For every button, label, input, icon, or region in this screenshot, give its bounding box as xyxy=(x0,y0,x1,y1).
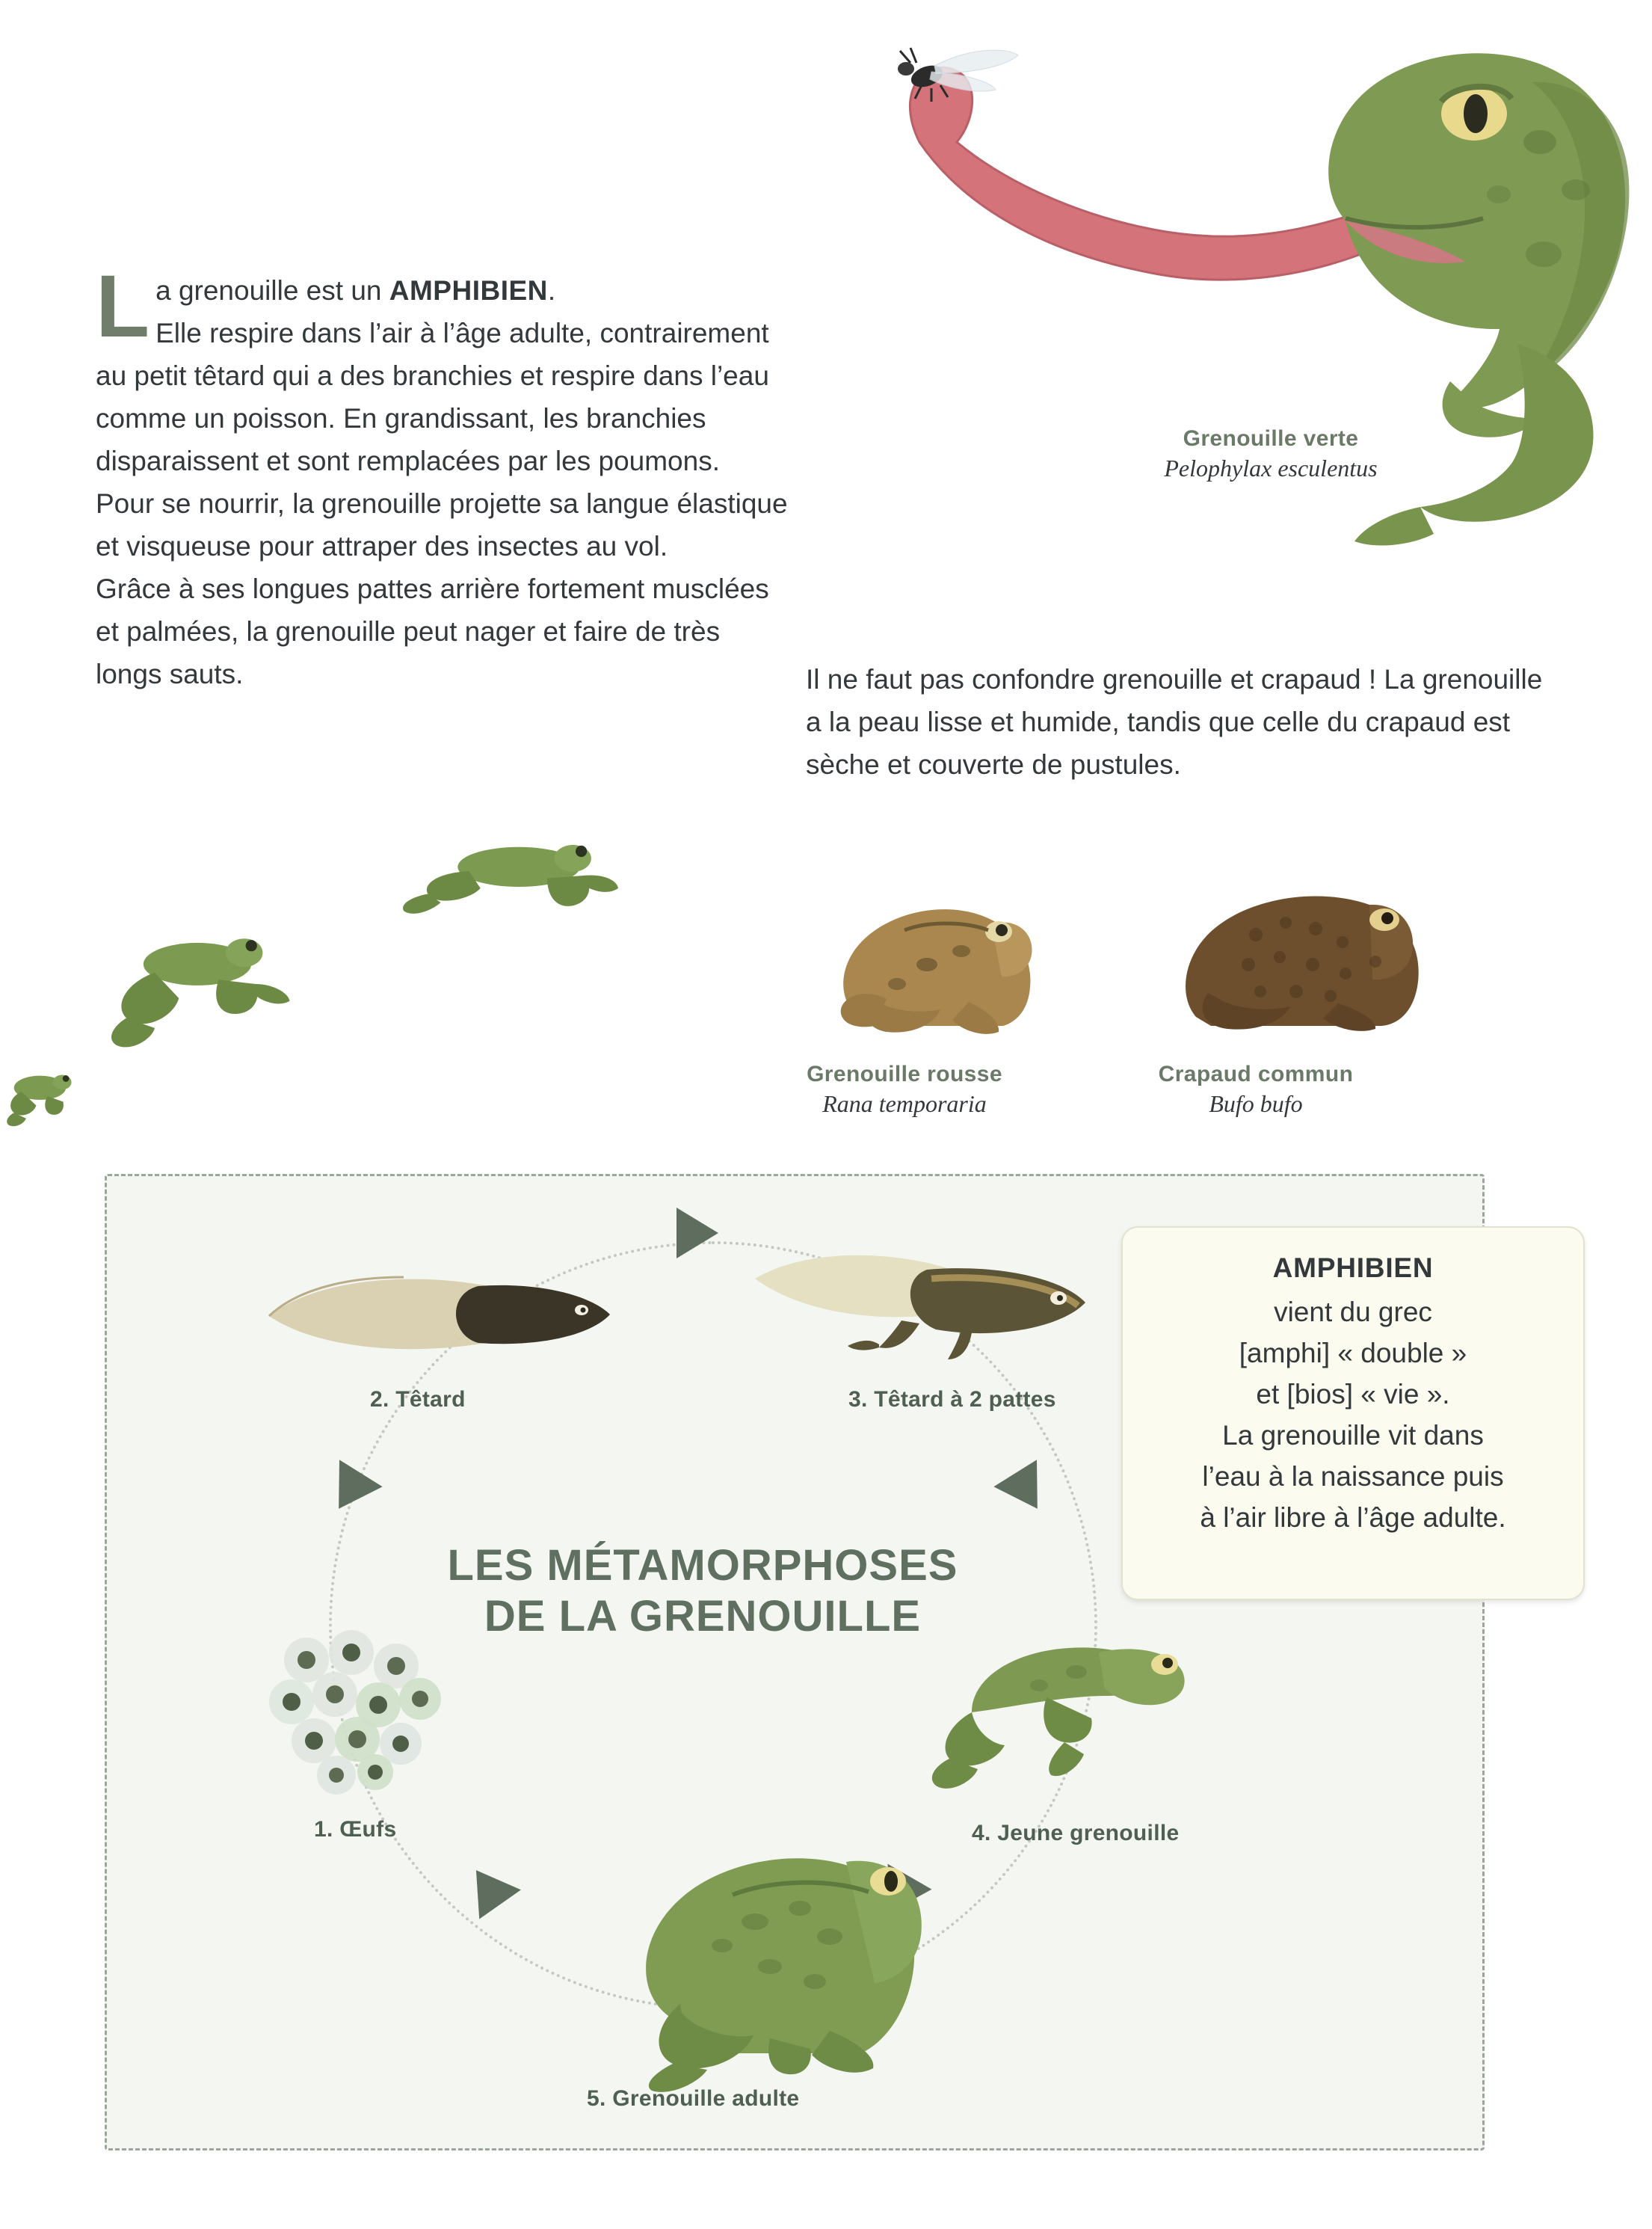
young-frog-illustration xyxy=(927,1608,1226,1810)
stage-label-tadpole: 2. Têtard xyxy=(370,1387,466,1412)
caption-name: Grenouille verte xyxy=(1183,426,1359,451)
definition-term: AMPHIBIEN xyxy=(1272,1252,1434,1283)
definition-line-6: à l’air libre à l’âge adulte. xyxy=(1200,1502,1506,1533)
caption-latin: Bufo bufo xyxy=(1209,1090,1303,1117)
brown-frog-illustration xyxy=(815,852,1054,1062)
stage-label-tadpole-two-legs: 3. Têtard à 2 pattes xyxy=(848,1387,1056,1412)
caption-latin: Pelophylax esculentus xyxy=(1164,455,1378,482)
caption-latin: Rana temporaria xyxy=(822,1090,987,1117)
stage-label-adult-frog: 5. Grenouille adulte xyxy=(587,2086,800,2111)
definition-line-1: vient du grec xyxy=(1274,1297,1432,1327)
note-paragraph: Il ne faut pas confondre grenouille et crapaud ! La grenouille a la peau lisse et humide, tandis que celle du crapaud est sèche et couverte de pustules. xyxy=(806,664,1543,780)
toad-illustration xyxy=(1166,845,1435,1062)
drop-cap: L xyxy=(96,257,150,356)
note-text xyxy=(806,658,1553,786)
definition-line-3: et [bios] « vie ». xyxy=(1256,1379,1450,1409)
tadpole-illustration xyxy=(254,1256,635,1376)
definition-line-5: l’eau à la naissance puis xyxy=(1202,1461,1504,1492)
caption-name: Crapaud commun xyxy=(1158,1062,1354,1086)
adult-frog-illustration xyxy=(583,1824,957,2094)
intro-line-1 xyxy=(96,269,791,312)
caption-green-frog xyxy=(1084,426,1458,482)
definition-card xyxy=(1121,1226,1585,1600)
caption-brown-frog xyxy=(748,1062,1061,1118)
cycle-title-line1: LES MÉTAMORPHOSES xyxy=(447,1541,958,1590)
stage-label-eggs: 1. Œufs xyxy=(314,1817,397,1842)
intro-line1-post: . xyxy=(547,275,556,306)
definition-line-4: La grenouille vit dans xyxy=(1222,1420,1484,1451)
intro-paragraph-2: Elle respire dans l’air à l’âge adulte, contrairement au petit têtard qui a des branchies et respire dans l’eau comme un poisson. En grandissant, les branchies disparaissent et sont remplacées par les poumons. xyxy=(96,318,769,476)
cycle-arrow-1 xyxy=(676,1208,718,1258)
definition-line-2: [amphi] « double » xyxy=(1239,1338,1467,1368)
cycle-title-line2: DE LA GRENOUILLE xyxy=(484,1592,922,1641)
green-frog-illustration xyxy=(822,30,1652,658)
tadpole-two-legs-illustration xyxy=(748,1234,1121,1383)
eggs-illustration xyxy=(262,1630,463,1802)
cycle-title xyxy=(389,1540,1017,1642)
intro-line1-pre: a grenouille est un xyxy=(155,275,389,306)
stage-label-young-frog: 4. Jeune grenouille xyxy=(972,1821,1180,1845)
amphibien-keyword: AMPHIBIEN xyxy=(389,275,548,306)
intro-paragraph-3: Pour se nourrir, la grenouille projette sa langue élastique et visqueuse pour attraper des insectes au vol. xyxy=(96,488,788,562)
intro-paragraph-4: Grâce à ses longues pattes arrière fortement musclées et palmées, la grenouille peut nager et faire de très longs sauts. xyxy=(96,574,769,689)
caption-name: Grenouille rousse xyxy=(807,1062,1002,1086)
caption-toad xyxy=(1099,1062,1413,1118)
intro-text xyxy=(96,257,791,695)
jumping-frogs-illustration xyxy=(0,845,837,1159)
